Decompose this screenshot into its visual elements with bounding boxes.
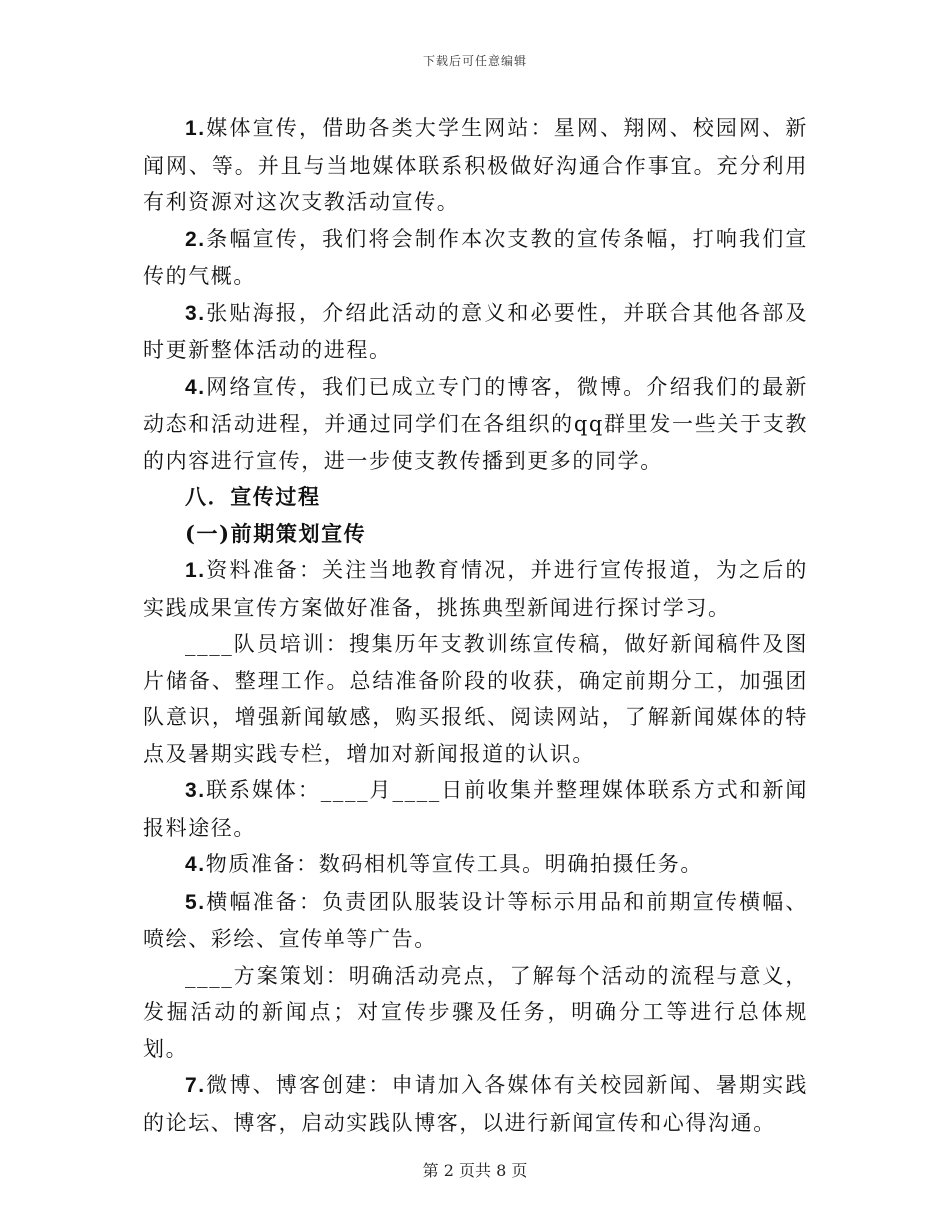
paragraph-text: 条幅宣传，我们将会制作本次支教的宣传条幅，打响我们宣传的气概。	[143, 226, 808, 288]
item-number: 3.	[185, 779, 206, 802]
document-body	[143, 110, 808, 1141]
paragraph-text: 网络宣传，我们已成立专门的博客，微博。介绍我们的最新动态和活动进程，并通过同学们在各组织的qq群里发一些关于支教的内容进行宣传，进一步使支教传播到更多的同学。	[143, 374, 808, 473]
item-number: 4.	[185, 853, 206, 876]
paragraph-banner-prep	[143, 884, 808, 958]
item-number: 2.	[185, 227, 206, 251]
paragraph-text: 微博、博客创建：申请加入各媒体有关校园新闻、暑期实践的论坛、博客，启动实践队博客，以进行新闻宣传和心得沟通。	[143, 1073, 808, 1135]
paragraph-text: 横幅准备：负责团队服装设计等标示用品和前期宣传横幅、喷绘、彩绘、宣传单等广告。	[143, 889, 808, 951]
page-header: 下载后可任意编辑	[422, 54, 527, 68]
paragraph-text: 联系媒体：____月____日前收集并整理媒体联系方式和新闻报料途径。	[143, 778, 808, 840]
item-number: 3.	[185, 301, 206, 325]
item-number: 7.	[185, 1074, 206, 1097]
subsection-heading-text: (一)前期策划宣传	[185, 520, 367, 546]
paragraph-plan	[143, 958, 808, 1068]
paragraph-text: ____队员培训：搜集历年支教训练宣传稿，做好新闻稿件及图片储备、整理工作。总结准备阶段的收获，确定前期分工，加强团队意识，增强新闻敏感，购买报纸、阅读网站，了解新闻媒体的特点及暑期实践专栏，增加对新闻报道的认识。	[143, 632, 808, 766]
paragraph-member-training	[143, 626, 808, 772]
paragraph-text: 张贴海报，介绍此活动的意义和必要性，并联合其他各部及时更新整体活动的进程。	[143, 300, 808, 362]
section-heading-text: 八．宣传过程	[185, 484, 321, 509]
paragraph-text: 物质准备：数码相机等宣传工具。明确拍摄任务。	[205, 852, 703, 876]
paragraph-media-publicity	[143, 110, 808, 221]
item-number: 4.	[185, 375, 206, 399]
paragraph-online-publicity	[143, 369, 808, 480]
item-number: 1.	[185, 117, 206, 140]
paragraph-weibo-blog	[143, 1067, 808, 1141]
paragraph-supplies	[143, 846, 808, 884]
item-number: 5.	[185, 890, 206, 914]
subsection-heading	[143, 516, 808, 553]
paragraph-text: ____方案策划：明确活动亮点，了解每个活动的流程与意义，发掘活动的新闻点；对宣传步骤及任务，明确分工等进行总体规划。	[143, 963, 808, 1061]
paragraph-text: 资料准备：关注当地教育情况，并进行宣传报道，为之后的实践成果宣传方案做好准备，挑拣典型新闻进行探讨学习。	[143, 558, 808, 620]
paragraph-poster	[143, 295, 808, 369]
item-number: 1.	[185, 559, 206, 582]
paragraph-text: 媒体宣传，借助各类大学生网站：星网、翔网、校园网、新闻网、等。并且与当地媒体联系积极做好沟通合作事宜。充分利用有利资源对这次支教活动宣传。	[143, 116, 808, 214]
page-footer: 第 2 页共 8 页	[422, 1161, 528, 1180]
section-heading	[143, 479, 808, 516]
paragraph-contact-media	[143, 772, 808, 846]
paragraph-material-prep	[143, 552, 808, 626]
paragraph-banner-publicity	[143, 221, 808, 295]
